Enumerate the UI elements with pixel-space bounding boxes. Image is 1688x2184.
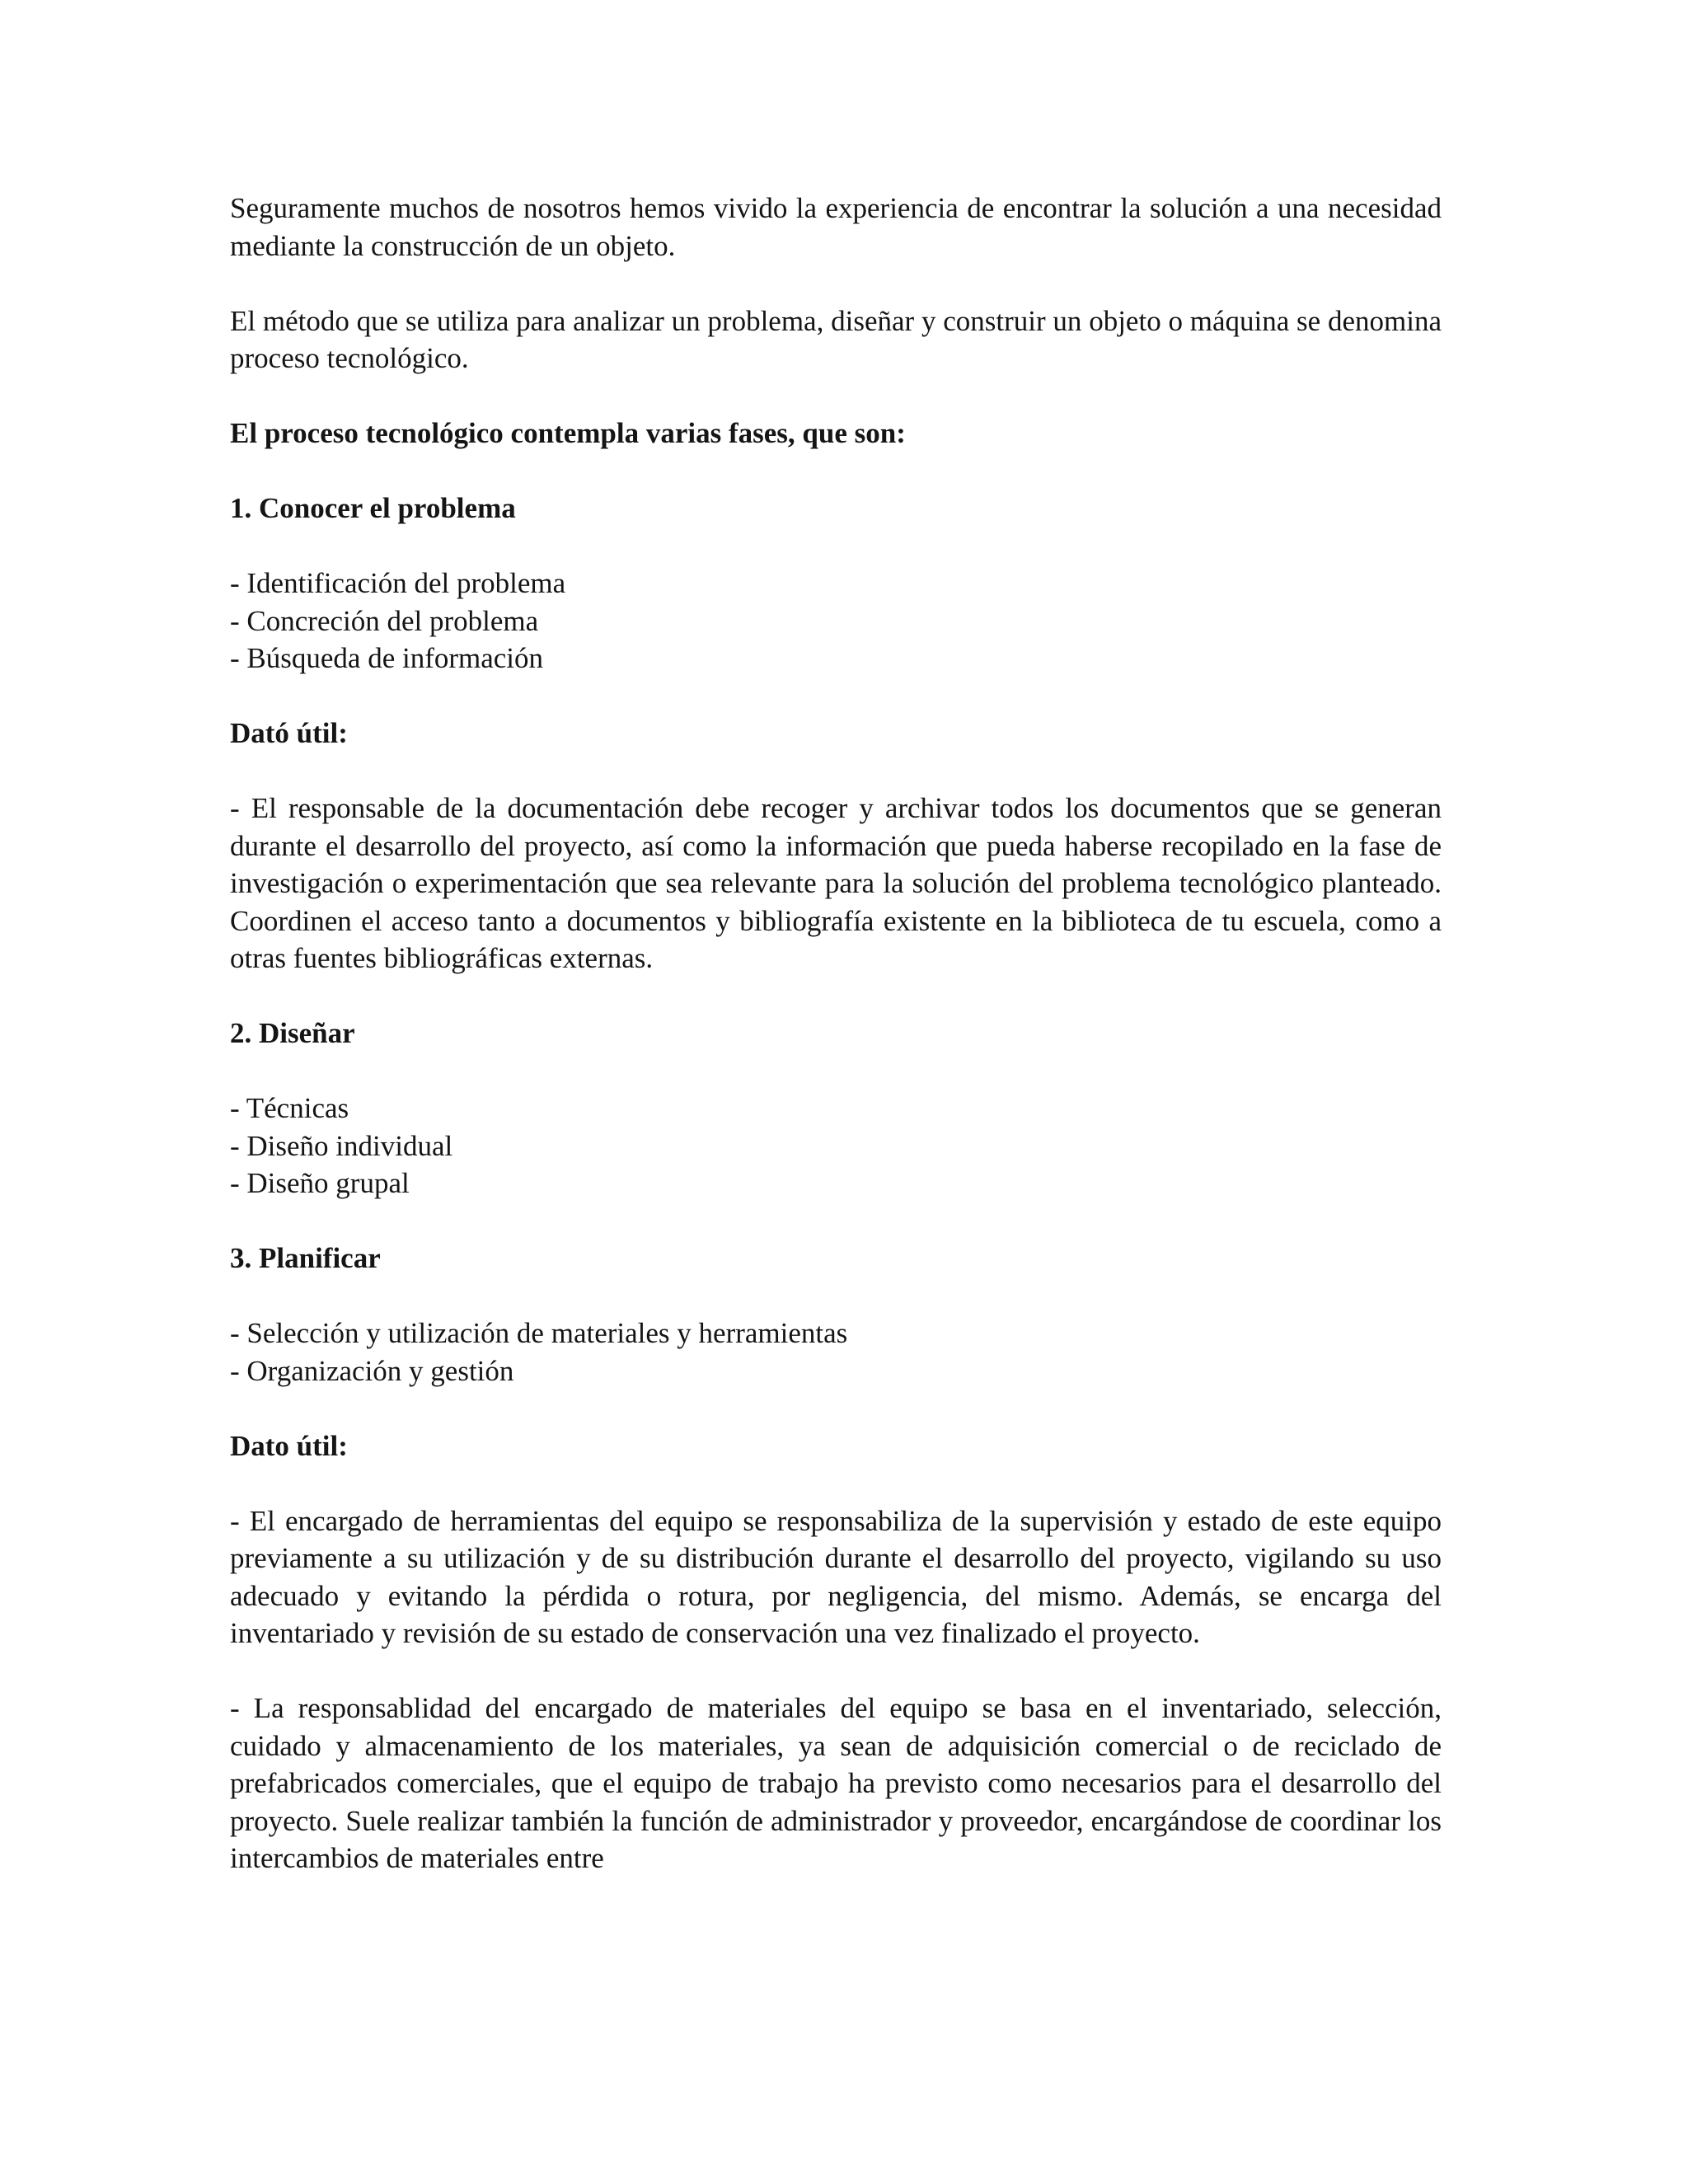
list-item: - Organización y gestión (230, 1354, 514, 1387)
phase-3-list (230, 1315, 1442, 1390)
phase-3-title: 3. Planificar (230, 1242, 381, 1274)
list-item: - Búsqueda de información (230, 642, 544, 674)
list-item: - Selección y utilización de materiales y herramientas (230, 1317, 848, 1349)
list-item: - Identificación del problema (230, 567, 566, 599)
phase-2-list (230, 1090, 1442, 1202)
phase-1-tip-text: - El responsable de la documentación debe recoger y archivar todos los documentos que se generan durante el desarrollo del proyecto, así como la información que pueda haberse recopilado en la fase de investigación o experimentación que sea relevante para la solución del problema tecnológico planteado. Coordinen el acceso tanto a documentos y bibliografía existente en la biblioteca de tu escuela, como a otras fuentes bibliográficas externas. (230, 792, 1442, 974)
intro-paragraph-1: Seguramente muchos de nosotros hemos vivido la experiencia de encontrar la solución a una necesidad mediante la construcción de un objeto. (230, 192, 1442, 262)
phase-3-tip-text-2: - La responsablidad del encargado de materiales del equipo se basa en el inventariado, selección, cuidado y almacenamiento de los materiales, ya sean de adquisición comercial o de reciclado de prefabricados comerciales, que el equipo de trabajo ha previsto como necesarios para el desarrollo del proyecto. Suele realizar también la función de administrador y proveedor, encargándose de coordinar los intercambios de materiales entre (230, 1692, 1442, 1874)
phase-1-tip-heading: Dató útil: (230, 717, 348, 749)
list-item: - Diseño grupal (230, 1167, 410, 1199)
list-item: - Diseño individual (230, 1129, 453, 1162)
phase-3-tip-text-1: - El encargado de herramientas del equipo se responsabiliza de la supervisión y estado de este equipo previamente a su utilización y de su distribución durante el desarrollo del proyecto, vigilando su uso adecuado y evitando la pérdida o rotura, por negligencia, del mismo. Además, se encarga del inventariado y revisión de su estado de conservación una vez finalizado el proyecto. (230, 1504, 1442, 1649)
document-body (230, 190, 1442, 1915)
phases-heading: El proceso tecnológico contempla varias fases, que son: (230, 417, 906, 449)
phase-3-tip-heading: Dato útil: (230, 1429, 348, 1462)
phase-1-title: 1. Conocer el problema (230, 492, 516, 524)
intro-paragraph-2: El método que se utiliza para analizar un problema, diseñar y construir un objeto o máquina se denomina proceso tecnológico. (230, 304, 1442, 374)
phase-1-list (230, 565, 1442, 677)
list-item: - Técnicas (230, 1092, 349, 1124)
phase-2-title: 2. Diseñar (230, 1017, 355, 1049)
list-item: - Concreción del problema (230, 604, 539, 637)
